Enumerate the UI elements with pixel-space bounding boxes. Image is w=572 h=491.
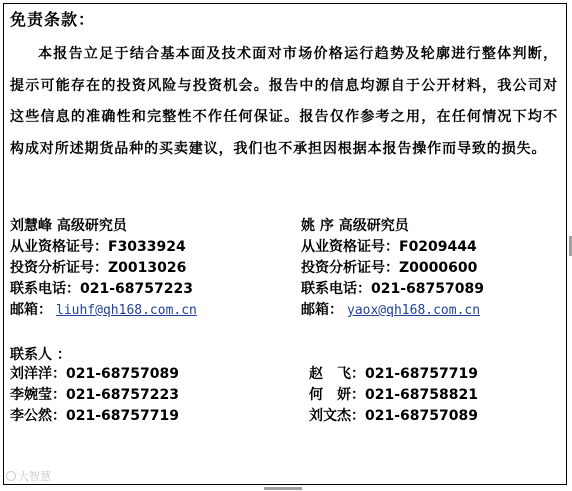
analyst-invest-row bbox=[10, 258, 197, 279]
horizontal-scrollbar-thumb[interactable] bbox=[264, 487, 302, 490]
contact-phone: 021-68757223 bbox=[66, 387, 179, 403]
analyst-phone-row bbox=[301, 279, 484, 300]
cert-label: 从业资格证号： bbox=[301, 239, 399, 255]
invest-number: Z0013026 bbox=[108, 260, 187, 276]
cert-number: F0209444 bbox=[399, 239, 477, 255]
contact-phone: 021-68757719 bbox=[66, 408, 179, 424]
contact-name: 何 妍： bbox=[309, 387, 365, 403]
phone-number: 021-68757089 bbox=[371, 281, 484, 297]
contacts-list-left bbox=[10, 364, 179, 427]
contact-item bbox=[10, 364, 179, 385]
email-label: 邮箱： bbox=[10, 302, 52, 318]
phone-label: 联系电话： bbox=[10, 281, 80, 297]
contact-name: 李婉莹： bbox=[10, 387, 66, 403]
contact-phone: 021-68758821 bbox=[365, 387, 478, 403]
contact-item bbox=[309, 385, 478, 406]
analyst-email-row bbox=[10, 300, 197, 321]
analyst-card-liu bbox=[10, 216, 197, 321]
analyst-cert-row bbox=[10, 237, 197, 258]
contact-item bbox=[10, 385, 179, 406]
analyst-name-title: 刘慧峰 高级研究员 bbox=[10, 218, 127, 234]
watermark-text: 大智慧 bbox=[18, 470, 51, 483]
phone-label: 联系电话： bbox=[301, 281, 371, 297]
analyst-phone-row bbox=[10, 279, 197, 300]
contact-item bbox=[309, 406, 478, 427]
cert-number: F3033924 bbox=[108, 239, 186, 255]
contact-phone: 021-68757089 bbox=[365, 408, 478, 424]
cert-label: 从业资格证号： bbox=[10, 239, 108, 255]
watermark-logo-icon bbox=[6, 471, 16, 481]
analyst-invest-row bbox=[301, 258, 484, 279]
contacts-list-right bbox=[309, 364, 478, 427]
contact-phone: 021-68757719 bbox=[365, 366, 478, 382]
contact-item bbox=[10, 406, 179, 427]
email-link[interactable]: liuhf@qh168.com.cn bbox=[56, 303, 197, 318]
analyst-name-title: 姚 序 高级研究员 bbox=[301, 218, 409, 234]
email-label: 邮箱： bbox=[301, 302, 343, 318]
contact-name: 刘洋洋： bbox=[10, 366, 66, 382]
contact-name: 李公然： bbox=[10, 408, 66, 424]
invest-number: Z0000600 bbox=[399, 260, 478, 276]
disclaimer-body: 本报告立足于结合基本面及技术面对市场价格运行趋势及轮廓进行整体判断，提示可能存在的投资风险与投资机会。报告中的信息均源自于公开材料，我公司对这些信息的准确性和完整性不作任何保证。报告仅作参考之用，在任何情况下均不构成对所述期货品种的买卖建议，我们也不承担因根据本报告操作而导致的损失。 bbox=[10, 46, 558, 157]
analyst-cert-row bbox=[301, 237, 484, 258]
contacts-heading: 联系人 ： bbox=[10, 347, 71, 363]
email-link[interactable]: yaox@qh168.com.cn bbox=[347, 303, 481, 318]
contact-item bbox=[309, 364, 478, 385]
phone-number: 021-68757223 bbox=[80, 281, 193, 297]
contact-name: 赵 飞： bbox=[309, 366, 365, 382]
invest-label: 投资分析证号： bbox=[10, 260, 108, 276]
disclaimer-title: 免责条款： bbox=[10, 10, 96, 29]
contact-name: 刘文杰： bbox=[309, 408, 365, 424]
watermark bbox=[6, 468, 51, 484]
analyst-card-yao bbox=[301, 216, 484, 321]
analyst-email-row bbox=[301, 300, 484, 321]
contact-phone: 021-68757089 bbox=[66, 366, 179, 382]
invest-label: 投资分析证号： bbox=[301, 260, 399, 276]
